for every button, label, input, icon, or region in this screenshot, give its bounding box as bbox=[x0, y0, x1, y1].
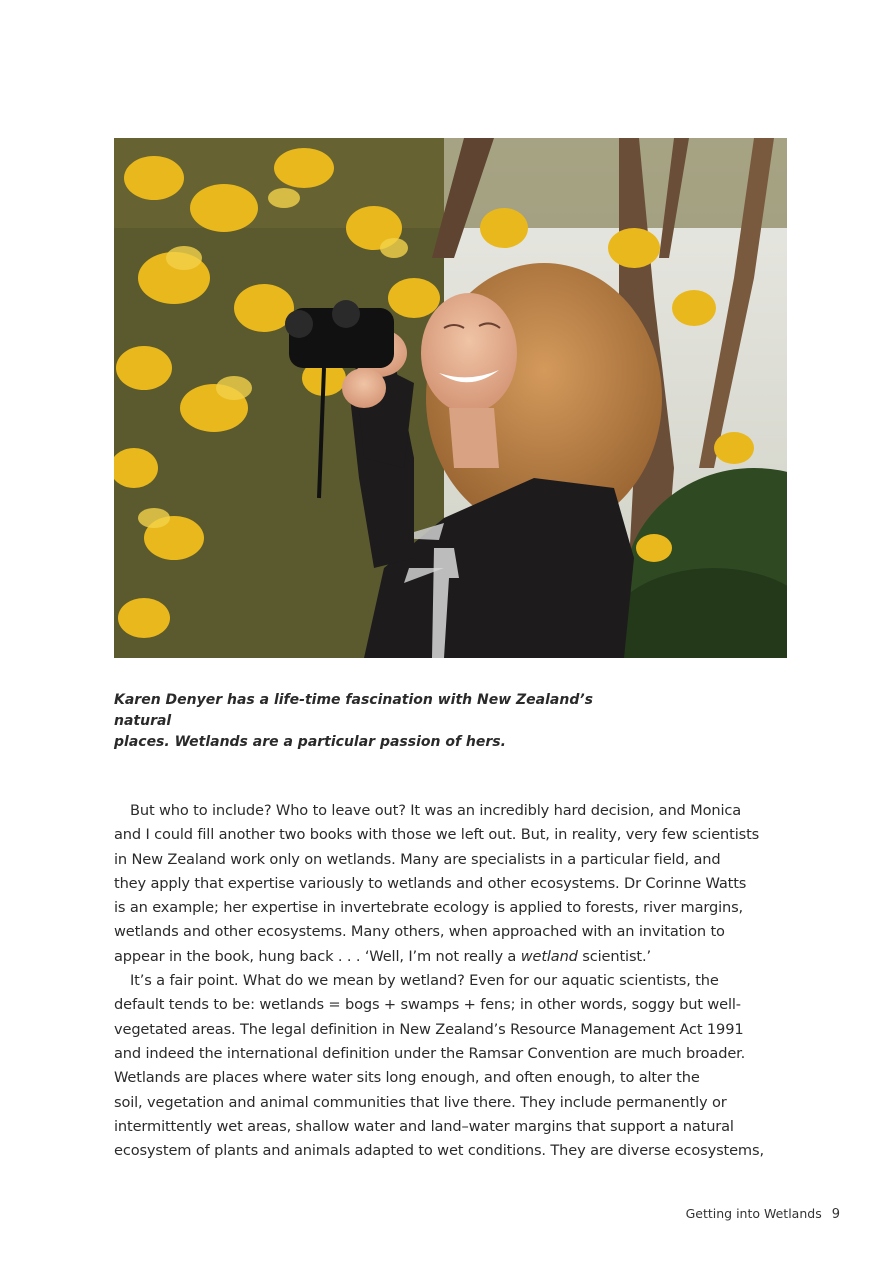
body-line: and I could fill another two books with those we left out. But, in reality, very few scientists bbox=[114, 826, 760, 844]
page-footer bbox=[686, 1206, 840, 1222]
body-line: It’s a fair point. What do we mean by wetland? Even for our aquatic scientists, the bbox=[130, 972, 719, 990]
body-line-with-emphasis bbox=[114, 945, 804, 969]
emphasized-word: wetland bbox=[520, 947, 578, 965]
caption-line: places. Wetlands are a particular passion of hers. bbox=[114, 734, 506, 750]
body-line: soil, vegetation and animal communities that live there. They include permanently or bbox=[114, 1093, 727, 1111]
body-line: is an example; her expertise in invertebrate ecology is applied to forests, river margins, bbox=[114, 899, 744, 917]
body-line: and indeed the international definition under the Ramsar Convention are much broader. bbox=[114, 1044, 746, 1062]
running-title: Getting into Wetlands bbox=[685, 1206, 822, 1221]
body-text-span: scientist.’ bbox=[577, 947, 651, 965]
body-line: ecosystem of plants and animals adapted to wet conditions. They are diverse ecosystems, bbox=[114, 1142, 764, 1160]
body-line: wetlands and other ecosystems. Many others, when approached with an invitation to bbox=[114, 923, 725, 941]
body-line: But who to include? Who to leave out? It was an incredibly hard decision, and Monica bbox=[130, 802, 742, 819]
caption-line: Karen Denyer has a life-time fascination with New Zealand’s natural bbox=[114, 692, 594, 729]
photo-illustration bbox=[114, 138, 787, 658]
body-line: they apply that expertise variously to wetlands and other ecosystems. Dr Corinne Watts bbox=[114, 874, 747, 892]
page-number: 9 bbox=[831, 1207, 840, 1222]
body-line: in New Zealand work only on wetlands. Many are specialists in a particular field, and bbox=[114, 850, 721, 868]
body-text bbox=[114, 799, 804, 1163]
body-line: default tends to be: wetlands = bogs + swamps + fens; in other words, soggy but well- bbox=[114, 996, 741, 1014]
woman-with-binoculars-photo bbox=[114, 138, 787, 658]
body-text-span: appear in the book, hung back . . . ‘Well, I’m not really a bbox=[114, 947, 521, 965]
body-line: Wetlands are places where water sits long enough, and often enough, to alter the bbox=[114, 1069, 700, 1087]
photo-caption bbox=[114, 690, 634, 753]
body-line: vegetated areas. The legal definition in New Zealand’s Resource Management Act 1991 bbox=[114, 1020, 744, 1038]
body-line: intermittently wet areas, shallow water and land–water margins that support a natural bbox=[114, 1117, 734, 1135]
